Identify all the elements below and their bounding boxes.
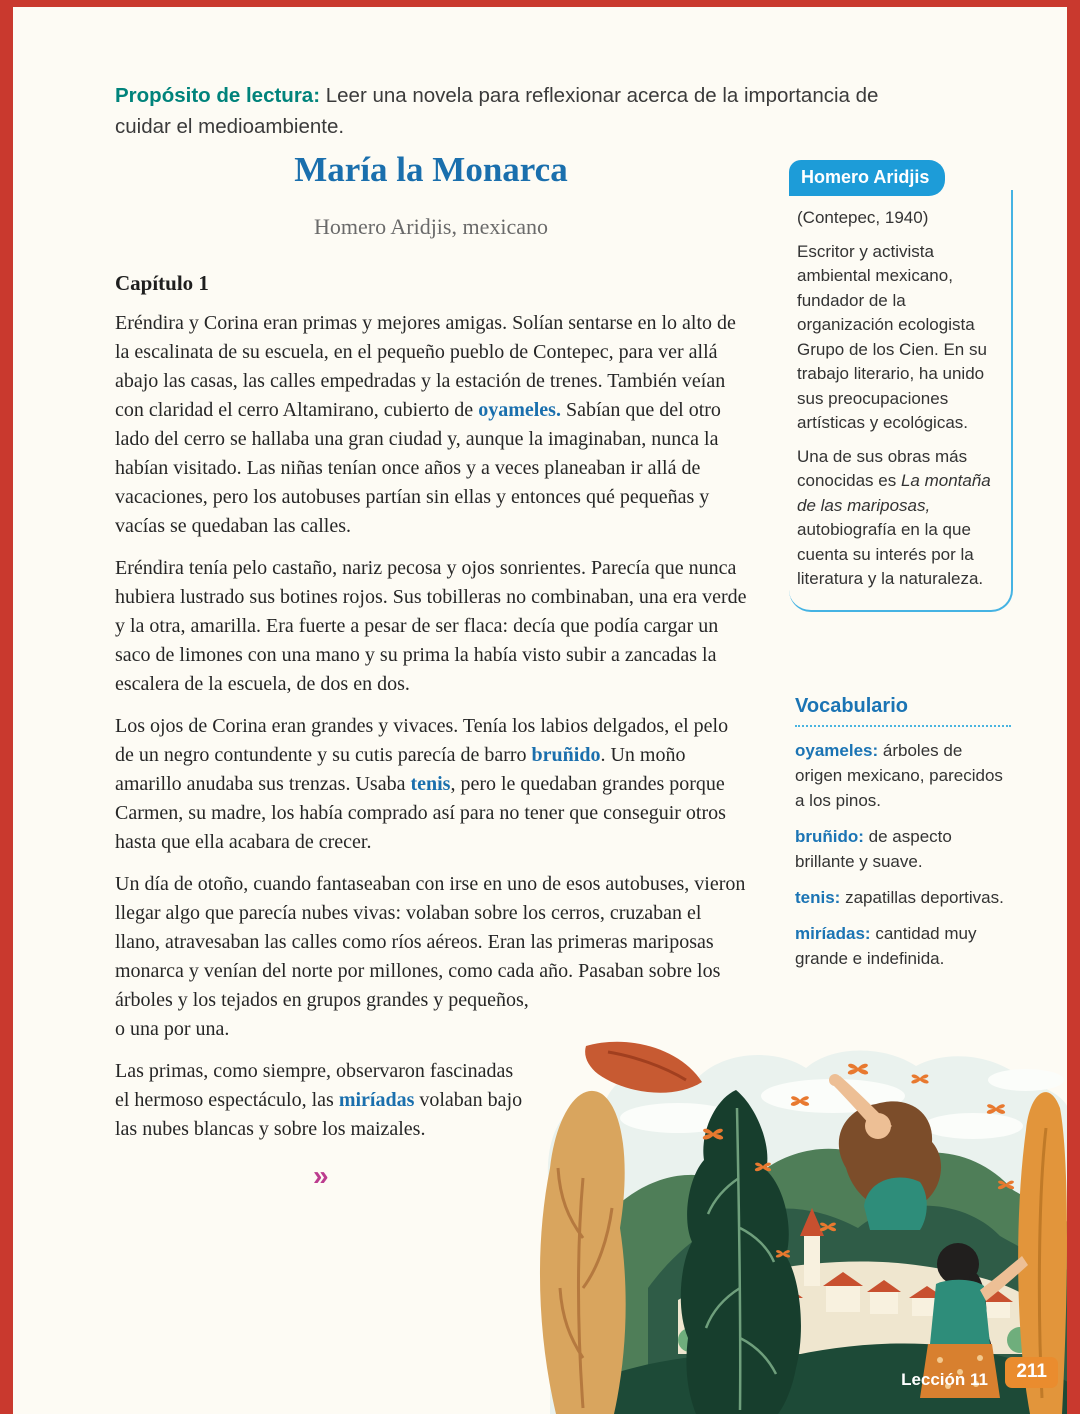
author-bio-box — [789, 160, 1013, 612]
author-bio-body — [789, 190, 1013, 612]
vocabulary-heading: Vocabulario — [795, 695, 1011, 727]
story-author: Homero Aridjis, mexicano — [313, 214, 548, 239]
page-border-right — [1067, 0, 1080, 1414]
vocabulary-panel — [795, 695, 1011, 971]
paragraph-text: Un día de otoño, cuando fantaseaban con irse en uno de esos autobuses, vieron llegar algo que parecía nubes vivas: volaban sobre los cerros, cruzaban el llano, atravesaban las calles como ríos aéreos. Eran las primeras mariposas monarca y venían del norte por millones, como cada año. Pasaban sobre los árboles y los tejados en grupos grandes y pequeños, o una por una. — [115, 873, 746, 1040]
vocab-term: bruñido: — [795, 827, 864, 846]
vocab-definition: cantidad muy grande e indefinida. — [795, 924, 977, 968]
chapter-heading: Capítulo 1 — [115, 271, 209, 295]
story-paragraph — [115, 870, 747, 1044]
page-number-badge: 211 — [1005, 1357, 1058, 1388]
illustration — [528, 1038, 1068, 1414]
story-paragraph: Eréndira tenía pelo castaño, nariz pecosa y ojos sonrientes. Parecía que nunca hubiera lustrado sus botines rojos. Sus tobilleras no combinaban, una era verde y la otra, amarilla. Era fuerte a pesar de ser flaca: decía que podía cargar un saco de limones con una mano y su prima la había visto subir a zancadas la escalera de la escuela, de dos en dos. — [115, 557, 747, 695]
page-border-top — [0, 0, 1080, 7]
author-birthplace: (Contepec, 1940) — [797, 208, 929, 227]
vocabulary-entry — [795, 921, 1011, 971]
story-paragraph: Eréndira y Corina eran primas y mejores amigas. Solían sentarse en lo alto de la escalinata de su escuela, en el pequeño pueblo de Contepec, para ver allá abajo las casas, las calles empedradas y la estación de trenes. También veían con claridad el cerro Altamirano, cubierto de oyameles. Sabían que del otro lado del cerro se hallaba una gran ciudad y, aunque la imaginaban, nunca la habían visitado. Las niñas tenían once años y a veces planeaban ir allá de vacaciones, pero los autobuses partían sin ellas y entonces qué pequeñas y vacías se quedaban las calles. — [115, 312, 736, 537]
illustration-svg — [528, 1038, 1068, 1414]
vocabulary-entry — [795, 738, 1011, 813]
lesson-label: Lección 11 — [901, 1370, 988, 1389]
girl-face — [865, 1113, 891, 1139]
orange-branch — [585, 1042, 702, 1093]
vocab-definition: zapatillas deportivas. — [845, 888, 1004, 907]
girl-hand — [829, 1074, 841, 1086]
story-title: María la Monarca — [294, 150, 568, 189]
reading-purpose: Propósito de lectura: Leer una novela para reflexionar acerca de la importancia de cuidar el medioambiente. — [115, 84, 879, 138]
author-bio-tab: Homero Aridjis — [789, 160, 945, 196]
continue-chevron-icon: » — [313, 1160, 326, 1191]
vocab-term: miríadas: — [795, 924, 871, 943]
vocabulary-entry — [795, 824, 1011, 874]
vocabulary-entry — [795, 885, 1011, 910]
author-bio-paragraph: Escritor y activista ambiental mexicano, fundador de la organización ecologista Grupo de los Cien. En su trabajo literario, ha unido sus preocupaciones artísticas y ecológicas. — [797, 241, 987, 432]
vocab-term: oyameles: — [795, 741, 879, 760]
page-border-left — [0, 0, 13, 1414]
story-paragraph: Las primas, como siempre, observaron fascinadas el hermoso espectáculo, las miríadas volaban bajo las nubes blancas y sobre los maizales. — [115, 1060, 523, 1140]
vocab-term: tenis: — [795, 888, 841, 907]
author-bio-paragraph: Una de sus obras más conocidas es La montaña de las mariposas, autobiografía en la que cuenta su interés por la literatura y la naturaleza. — [797, 446, 991, 588]
vocab-definition: de aspecto brillante y suave. — [795, 827, 952, 871]
story-paragraph: Los ojos de Corina eran grandes y vivaces. Tenía los labios delgados, el pelo de un negro contundente y su cutis parecía de barro bruñido. Un moño amarillo anudaba sus trenzas. Usaba tenis, pero le quedaban grandes porque Carmen, su madre, los había comprado así para no tener que conseguir otros hasta que ella acabara de crecer. — [115, 715, 729, 853]
vocab-definition: árboles de origen mexicano, parecidos a los pinos. — [795, 741, 1003, 810]
